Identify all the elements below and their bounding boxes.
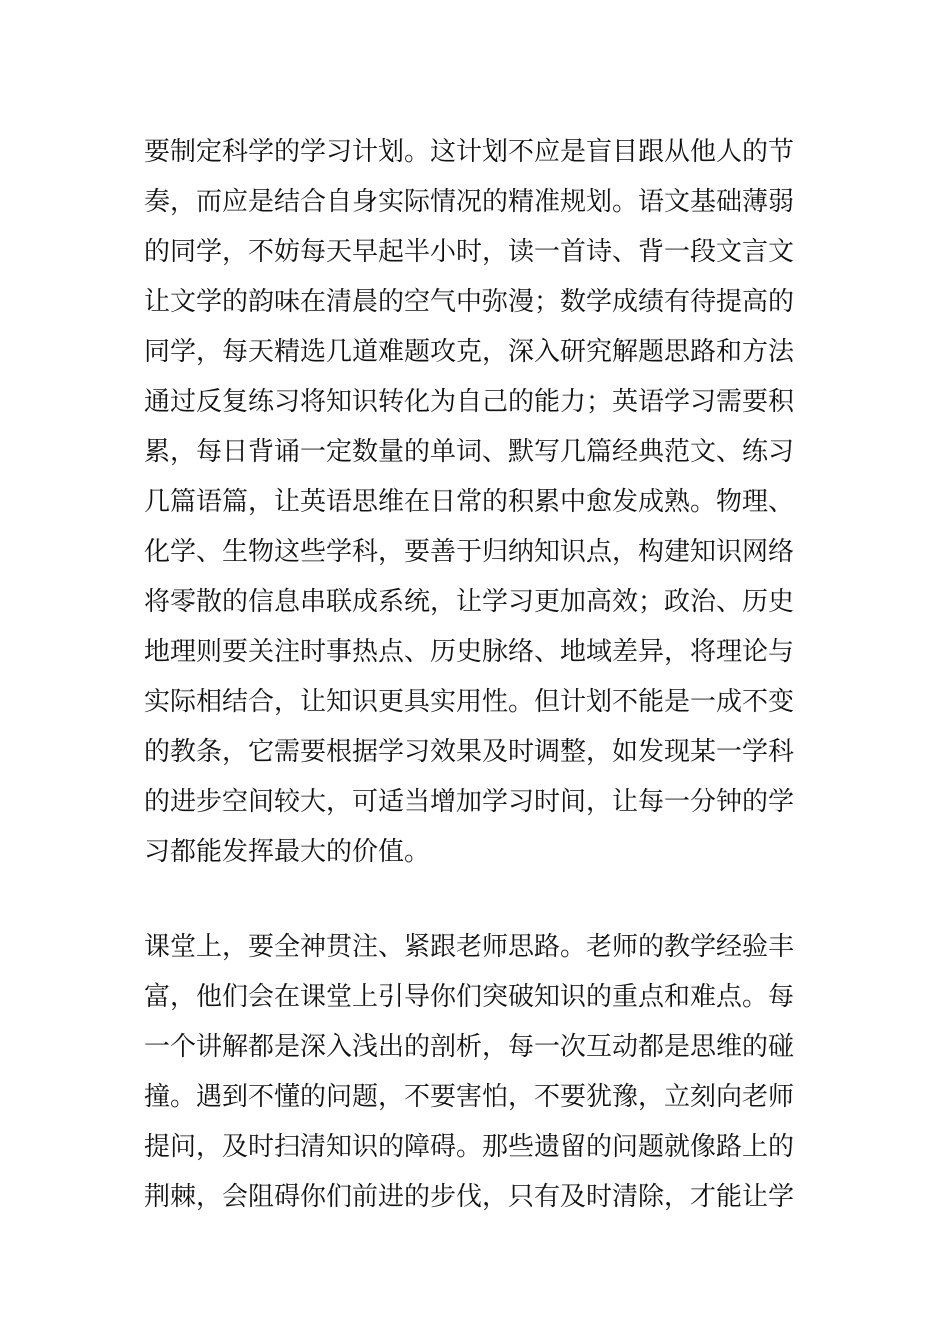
text-line: 课堂上，要全神贯注、紧跟老师思路。老师的教学经验丰 (144, 932, 795, 962)
text-line: 让文学的韵味在清晨的空气中弥漫；数学成绩有待提高的 (144, 287, 795, 317)
text-line: 要制定科学的学习计划。这计划不应是盲目跟从他人的节 (144, 137, 795, 167)
text-line: 的进步空间较大，可适当增加学习时间，让每一分钟的学 (144, 787, 795, 817)
text-line: 实际相结合，让知识更具实用性。但计划不能是一成不变 (144, 687, 795, 717)
text-line: 将零散的信息串联成系统，让学习更加高效；政治、历史 (144, 587, 795, 617)
text-line: 累，每日背诵一定数量的单词、默写几篇经典范文、练习 (144, 437, 795, 467)
paragraph-study-plan (144, 127, 814, 877)
text-line: 同学，每天精选几道难题攻克，深入研究解题思路和方法 (144, 337, 795, 367)
text-line: 通过反复练习将知识转化为自己的能力；英语学习需要积 (144, 387, 795, 417)
text-line: 荆棘，会阻碍你们前进的步伐，只有及时清除，才能让学 (144, 1182, 795, 1212)
text-line: 富，他们会在课堂上引导你们突破知识的重点和难点。每 (144, 982, 795, 1012)
text-line: 撞。遇到不懂的问题，不要害怕，不要犹豫，立刻向老师 (144, 1082, 795, 1112)
text-line: 习都能发挥最大的价值。 (144, 837, 431, 867)
text-line: 提问，及时扫清知识的障碍。那些遗留的问题就像路上的 (144, 1132, 795, 1162)
text-line: 化学、生物这些学科，要善于归纳知识点，构建知识网络 (144, 537, 795, 567)
text-line: 的教条，它需要根据学习效果及时调整，如发现某一学科 (144, 737, 795, 767)
text-line: 地理则要关注时事热点、历史脉络、地域差异，将理论与 (144, 637, 795, 667)
text-line: 几篇语篇，让英语思维在日常的积累中愈发成熟。物理、 (144, 487, 795, 517)
text-line: 的同学，不妨每天早起半小时，读一首诗、背一段文言文 (144, 237, 795, 267)
text-line: 一个讲解都是深入浅出的剖析，每一次互动都是思维的碰 (144, 1032, 795, 1062)
text-line: 奏，而应是结合自身实际情况的精准规划。语文基础薄弱 (144, 187, 795, 217)
paragraph-classroom (144, 922, 814, 1222)
